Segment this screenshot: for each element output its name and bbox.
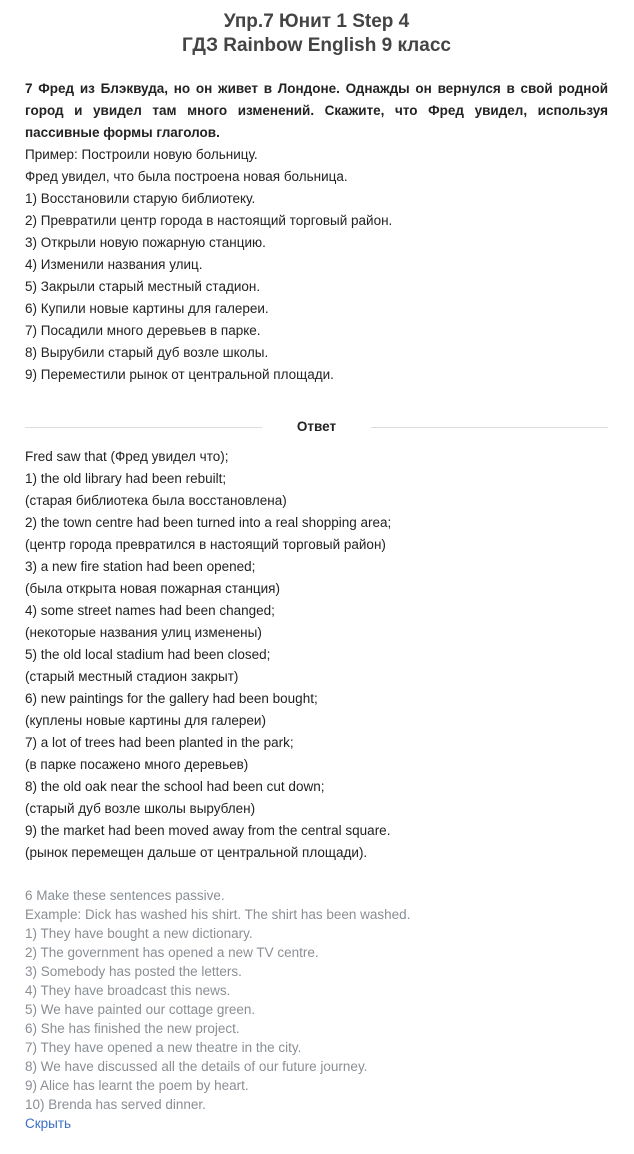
answer-line: 6) new paintings for the gallery had been bought;: [25, 691, 318, 706]
related-line: Example: Dick has washed his shirt. The shirt has been washed.: [25, 907, 411, 922]
answer-heading: Ответ: [296, 419, 337, 434]
related-line: 7) They have opened a new theatre in the city.: [25, 1040, 302, 1055]
related-line: 6 Make these sentences passive.: [25, 888, 225, 903]
answer-line: 7) a lot of trees had been planted in the park;: [25, 735, 294, 750]
divider-rule-right: [371, 427, 608, 428]
page-title-line2: ГДЗ Rainbow English 9 класс: [182, 35, 451, 56]
answer-line: (старый дуб возле школы вырублен): [25, 801, 256, 816]
task-line: Фред увидел, что была построена новая больница.: [25, 169, 348, 184]
answer-line: (в парке посажено много деревьев): [25, 757, 249, 772]
answer-line: 9) the market had been moved away from the central square.: [25, 823, 391, 838]
answer-line: 1) the old library had been rebuilt;: [25, 471, 227, 486]
task-line: 2) Превратили центр города в настоящий торговый район.: [25, 213, 393, 228]
related-line: 1) They have bought a new dictionary.: [25, 926, 253, 941]
task-block: [25, 78, 608, 386]
related-exercise: [25, 886, 608, 1133]
task-line: 3) Открыли новую пожарную станцию.: [25, 235, 266, 250]
related-line: 6) She has finished the new project.: [25, 1021, 240, 1036]
page: [25, 10, 608, 1133]
task-line: 4) Изменили названия улиц.: [25, 257, 203, 272]
related-line: 5) We have painted our cottage green.: [25, 1002, 256, 1017]
task-line: Пример: Построили новую больницу.: [25, 147, 258, 162]
answer-line: (старая библиотека была восстановлена): [25, 493, 287, 508]
answer-line: (старый местный стадион закрыт): [25, 669, 239, 684]
answer-line: 8) the old oak near the school had been cut down;: [25, 779, 325, 794]
page-title-line1: Упр.7 Юнит 1 Step 4: [223, 11, 410, 32]
page-title: [25, 10, 608, 58]
task-line: 1) Восстановили старую библиотеку.: [25, 191, 256, 206]
answer-line: 5) the old local stadium had been closed;: [25, 647, 271, 662]
answer-line: Fred saw that (Фред увидел что);: [25, 449, 229, 464]
task-line: 9) Переместили рынок от центральной площади.: [25, 367, 334, 382]
answer-line: (некоторые названия улиц изменены): [25, 625, 262, 640]
answer-line: 2) the town centre had been turned into a real shopping area;: [25, 515, 392, 530]
hide-link[interactable]: Скрыть: [25, 1116, 72, 1131]
task-line: 8) Вырубили старый дуб возле школы.: [25, 345, 269, 360]
answer-line: (была открыта новая пожарная станция): [25, 581, 280, 596]
related-line: 8) We have discussed all the details of our future journey.: [25, 1059, 368, 1074]
task-heading: 7 Фред из Блэквуда, но он живет в Лондоне. Однажды он вернулся в свой родной город и увидел там много изменений. Скажите, что Фред увидел, используя пассивные формы глаголов.: [25, 81, 608, 140]
related-line: 3) Somebody has posted the letters.: [25, 964, 242, 979]
task-line: 6) Купили новые картины для галереи.: [25, 301, 269, 316]
related-line: 9) Alice has learnt the poem by heart.: [25, 1078, 249, 1093]
answer-block: [25, 446, 608, 864]
answer-line: 3) a new fire station had been opened;: [25, 559, 256, 574]
answer-line: 4) some street names had been changed;: [25, 603, 275, 618]
answer-line: (куплены новые картины для галереи): [25, 713, 266, 728]
task-line: 5) Закрыли старый местный стадион.: [25, 279, 261, 294]
answer-line: (центр города превратился в настоящий торговый район): [25, 537, 386, 552]
answer-divider: [25, 416, 608, 438]
related-line: 4) They have broadcast this news.: [25, 983, 231, 998]
answer-line: (рынок перемещен дальше от центральной площади).: [25, 845, 368, 860]
related-line: 2) The government has opened a new TV centre.: [25, 945, 319, 960]
task-line: 7) Посадили много деревьев в парке.: [25, 323, 261, 338]
related-line: 10) Brenda has served dinner.: [25, 1097, 206, 1112]
